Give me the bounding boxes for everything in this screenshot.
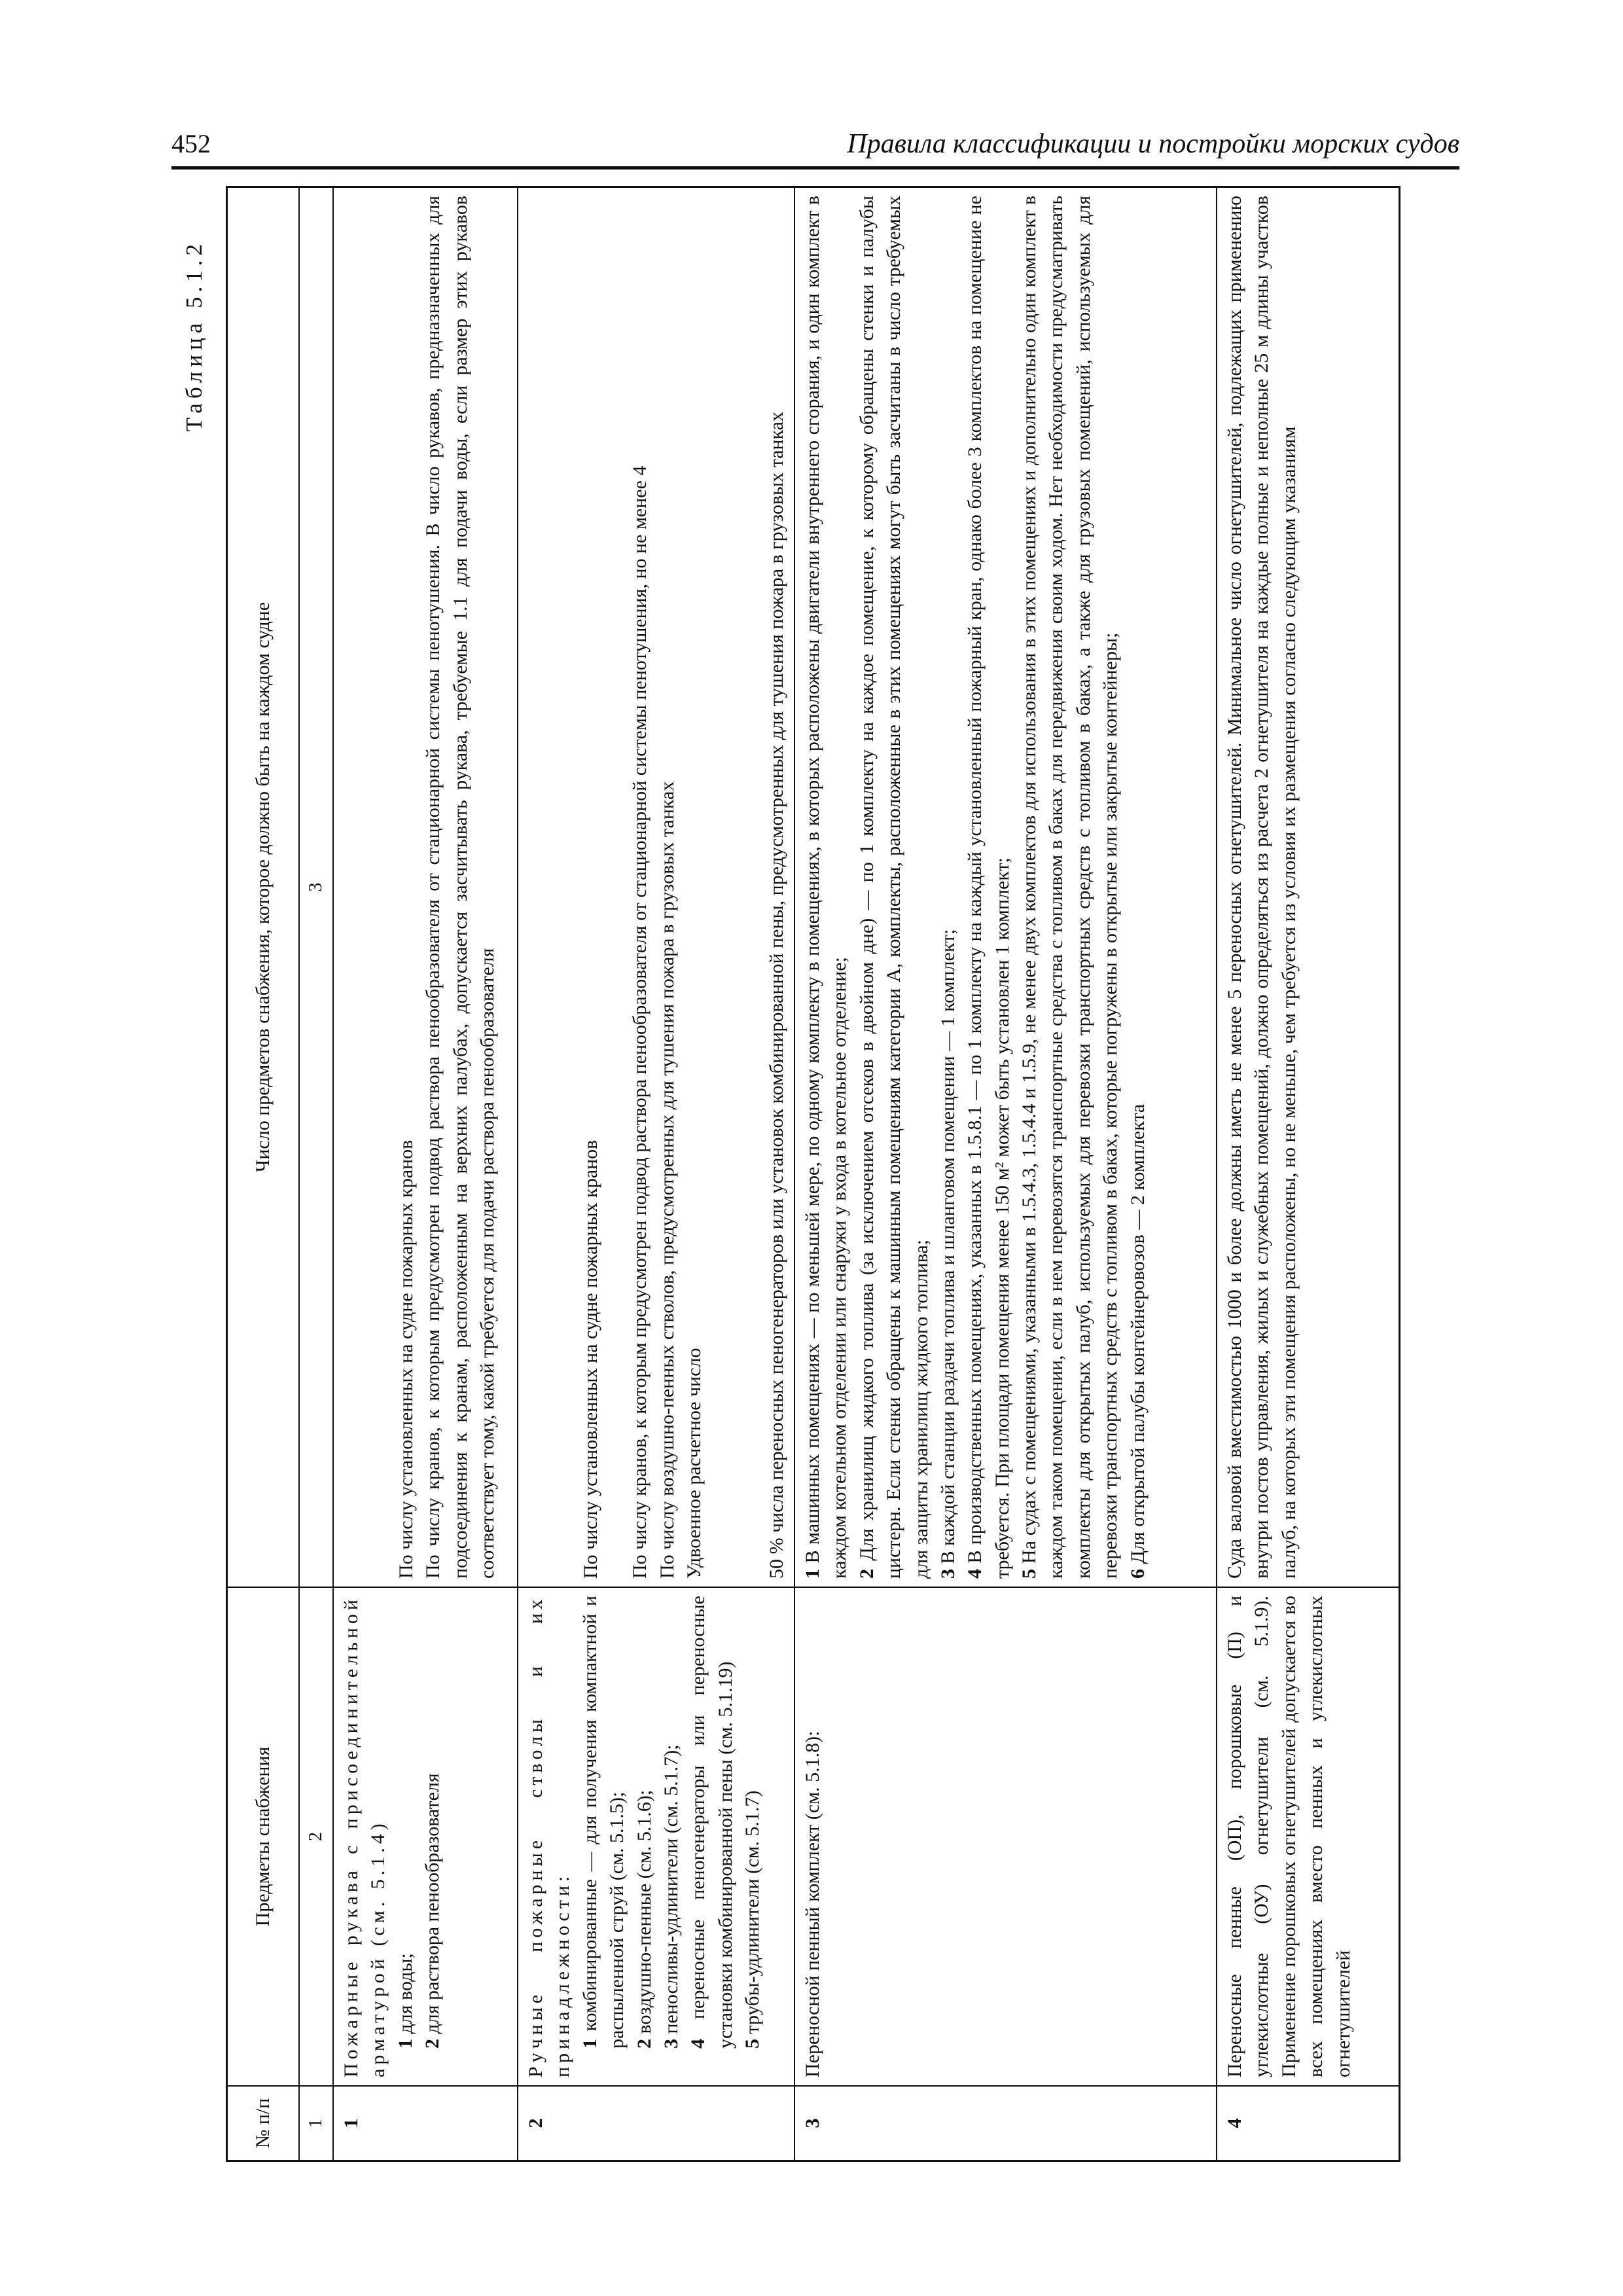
row-title-cell <box>518 1587 794 2086</box>
list-item: 4 переносные пеногенераторы или переносные установки комбинированной пены (см. 5.1.19) <box>687 1596 736 2049</box>
running-title: Правила классификации и постройки морских судов <box>847 129 1459 159</box>
row-title-cell <box>333 1587 518 2086</box>
row-requirements-cell <box>333 187 518 1588</box>
row-requirements-cell <box>518 187 794 1588</box>
row-number: 4 <box>1217 2086 1400 2161</box>
header-quantity: Число предметов снабжения, которое должно быть на каждом судне <box>227 187 300 1588</box>
table-row <box>1217 187 1400 2161</box>
header-number: № п/п <box>227 2086 300 2161</box>
row-title-cell <box>794 1587 1217 2086</box>
requirement-text: 50 % числа переносных пеногенераторов или установок комбинированной пены, предусмотренных для тушения пожара в грузовых танках <box>765 412 787 1579</box>
column-number-row <box>299 187 333 2161</box>
requirement-text: Суда валовой вместимостью 1000 и более должны иметь не менее 5 переносных огнетушителей. Минимальное число огнетушителей, подлежащих применению внутри постов управления, жилых и служебных помещений, должно определяться из расчета 2 огнетушителя на каждые полные и неполные 25 м длины участков палуб, на которых эти помещения расположены, но не меньше, чем требуется из условия их размещения согласно следующим указаниям <box>1223 196 1300 1579</box>
row-title: Переносной пенный комплект (см. 5.1.8): <box>801 1731 823 2077</box>
table-row <box>794 187 1217 2161</box>
header-supplies: Предметы снабжения <box>227 1587 300 2086</box>
header-rule <box>171 166 1459 170</box>
requirement-text: По числу установленных на судне пожарных кранов <box>395 1139 417 1579</box>
row-title: Пожарные рукава с присоединительной арматурой (см. 5.1.4) <box>340 1596 389 2077</box>
row-title: Переносные пенные (ОП), порошковые (П) и углекислотные (ОУ) огнетушители (см. 5.1.9). Применение порошковых огнетушителей допускается во всех помещениях вместо пенных и углекислотных огнетушителей <box>1223 1596 1354 2077</box>
list-item: 2 для раствора пенообразователя <box>421 1773 444 2049</box>
requirement-text: По числу кранов, к которым предусмотрен подвод раствора пенообразователя от стационарной системы пенотушения. В число рукавов, предназначенных для подсоединения к кранам, расположенным на верхних палубах, допускается засчитывать рукава, требуемые 1.1 для подачи воды, если размер этих рукавов соответствует тому, какой требуется для подачи раствора пенообразователя <box>422 196 499 1579</box>
row-requirements-cell <box>1217 187 1400 1588</box>
supplies-table <box>226 186 1400 2162</box>
requirement-text: По числу воздушно-пенных стволов, предусмотренных для тушения пожара в грузовых танках <box>656 781 678 1579</box>
row-title: Ручные пожарные стволы и их принадлежности: <box>525 1596 574 2077</box>
page-number: 452 <box>171 129 211 158</box>
list-item: 1 для воды; <box>394 1953 416 2049</box>
row-number: 1 <box>333 2086 518 2161</box>
requirement-item: 3 В каждой станции раздачи топлива и шланговом помещении — 1 комплект; <box>936 929 959 1579</box>
rotated-table-block <box>181 196 1400 2162</box>
list-item: 5 трубы-удлинители (см. 5.1.7) <box>741 1790 764 2049</box>
list-item: 1 комбинированные — для получения компактной и распыленной струй (см. 5.1.5); <box>579 1596 628 2049</box>
requirement-text: Удвоенное расчетное число <box>683 1348 705 1579</box>
column-number: 3 <box>299 187 333 1588</box>
requirement-item: 6 Для открытой палубы контейнеровозов — 2 комплекта <box>1126 1103 1149 1579</box>
row-title-cell <box>1217 1587 1400 2086</box>
requirement-item: 2 Для хранилищ жидкого топлива (за исключением отсеков в двойном дне) — по 1 комплекту на каждое помещение, к которому обращены стенки и палубы цистерн. Если стенки обращены к машинным помещениям категории А, комплекты, расположенные в этих помещениях могут быть засчитаны в число требуемых для защиты хранилищ жидкого топлива; <box>855 196 932 1579</box>
requirement-item: 4 В производственных помещениях, указанных в 1.5.8.1 — по 1 комплекту на каждый установленный пожарный кран, однако более 3 комплектов на помещение не требуется. При площади помещения менее 150 м² может быть установлен 1 комплект; <box>964 196 1013 1579</box>
table-row <box>518 187 794 2161</box>
requirement-item: 1 В машинных помещениях — по меньшей мере, по одному комплекту в помещениях, в которых расположены двигатели внутреннего сгорания, и один комплект в каждом котельном отделении или снаружи у входа в котельное отделение; <box>801 196 851 1579</box>
row-number: 3 <box>794 2086 1217 2161</box>
requirement-text: По числу кранов, к которым предусмотрен подвод раствора пенообразователя от стационарной системы пенотушения, но не менее 4 <box>629 465 651 1579</box>
column-number: 2 <box>299 1587 333 2086</box>
row-requirements-cell <box>794 187 1217 1588</box>
column-number: 1 <box>299 2086 333 2161</box>
requirement-text: По числу установленных на судне пожарных кранов <box>580 1139 601 1579</box>
table-caption: Таблица 5.1.2 <box>181 240 207 432</box>
table-row <box>333 187 518 2161</box>
row-number: 2 <box>518 2086 794 2161</box>
list-item: 3 пеносливы-удлинители (см. 5.1.7); <box>660 1744 682 2049</box>
requirement-item: 5 На судах с помещениями, указанными в 1.5.4.3, 1.5.4.4 и 1.5.9, не менее двух комплектов для использования в этих помещениях и дополнительно один комплект в каждом таком помещении, если в нем перевозятся транспортные средства с топливом в баках для передвижения своим ходом. Нет необходимости предусматривать комплекты для открытых палуб, используемых для перевозки транспортных средств с топливом в баках, а также для грузовых помещений, используемых для перевозки транспортных средств с топливом в баках, которые погружены в открытые или закрытые контейнеры; <box>1018 196 1122 1579</box>
list-item: 2 воздушно-пенные (см. 5.1.6); <box>633 1789 655 2049</box>
table-header-row <box>227 187 300 2161</box>
